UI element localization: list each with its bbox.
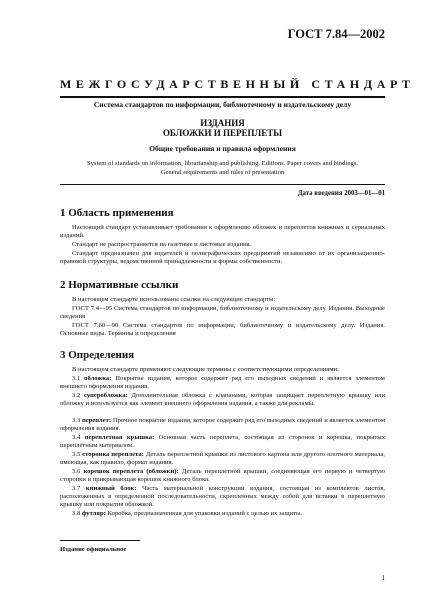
top-divider bbox=[60, 96, 385, 98]
definition-term: суперобложка: bbox=[83, 392, 128, 399]
definition-number: 3.2 bbox=[72, 392, 81, 399]
subtitle: Общие требования и правила оформления bbox=[149, 144, 296, 153]
section-1-paragraph-2: Стандарт не распространяется на газетные и листовые издания. bbox=[72, 241, 252, 248]
english-title-line-2: General requirements and rules of presentation bbox=[160, 169, 285, 176]
definition-text: Покрытие издания, которое содержит ряд его выходных сведений и является элементом внешнего оформления издания. bbox=[60, 375, 385, 391]
definition-item bbox=[60, 417, 385, 433]
section-2-paragraph-1: В настоящем стандарте использованы ссылки на следующие стандарты: bbox=[72, 296, 276, 303]
standard-number: ГОСТ 7.84—2002 bbox=[287, 27, 385, 41]
footer-divider bbox=[60, 540, 140, 541]
section-2-reference-1: ГОСТ 7.4—95 Система стандартов по информации, библиотечному и издательскому делу. Издания. Выходные сведения bbox=[60, 305, 385, 321]
definition-item bbox=[60, 392, 385, 408]
title-line-2: ОБЛОЖКИ И ПЕРЕПЛЕТЫ bbox=[162, 128, 283, 138]
definition-term: сторонка переплета: bbox=[82, 451, 144, 458]
definition-term: корешок переплета (обложки): bbox=[83, 468, 179, 475]
definition-term: футляр: bbox=[81, 510, 106, 517]
section-3-heading: 3 Определения bbox=[60, 349, 135, 361]
english-title-line-1: System of standards on information, librarianship and publishing. Editions. Paper covers and bindings. bbox=[86, 160, 359, 167]
definition-number: 3.7 bbox=[72, 485, 81, 492]
definition-text: Основная часть переплета, состоящая из сторонок и корешка, покрытых переплетным материалом. bbox=[60, 434, 385, 450]
standard-kind: МЕЖГОСУДАРСТВЕННЫЙ СТАНДАРТ bbox=[60, 77, 415, 91]
definition-term: переплет: bbox=[81, 417, 112, 424]
title-line-1: ИЗДАНИЯ bbox=[200, 118, 245, 128]
standards-system: Система стандартов по информации, библиотечному и издательскому делу bbox=[93, 100, 352, 109]
section-1-heading: 1 Область применения bbox=[60, 207, 174, 219]
definition-text: Прочное покрытие издания, которое содержит ряд его выходных сведений и является элементом оформления издания. bbox=[60, 417, 386, 433]
definition-item bbox=[60, 451, 385, 467]
section-3-intro: В настоящем стандарте применяют следующие термины с соответствующими определениями: bbox=[72, 366, 339, 373]
definition-number: 3.6 bbox=[72, 468, 81, 475]
definition-text: Деталь переплетной крышки, соединяющая его первую и четвертую сторонки и прикрывающая корешок книжного блока. bbox=[60, 468, 385, 484]
definition-number: 3.5 bbox=[72, 451, 81, 458]
definition-item bbox=[60, 434, 385, 450]
definition-number: 3.3 bbox=[72, 417, 81, 424]
definition-text: Коробка, предназначенная для упаковки изданий с целью их защиты. bbox=[107, 510, 303, 517]
page-number: 1 bbox=[381, 574, 385, 582]
introduction-date: Дата введения 2003—01—01 bbox=[297, 190, 385, 197]
section-1-paragraph-1: Настоящий стандарт устанавливает требования к оформлению обложек и переплетов книжных и сериальных изданий. bbox=[60, 224, 385, 240]
section-1-paragraph-3: Стандарт предназначен для издателей и полиграфических предприятий независимо от их организационно-правовой структуры, ведомственной принадлежности и формы собственности. bbox=[60, 250, 385, 266]
definition-text: Деталь переплетной крышки из листового картона или другого плотного материала, имеющая, как правило, формат издания. bbox=[60, 451, 386, 467]
section-2-reference-2: ГОСТ 7.60—90 Система стандартов по информации, библиотечному и издательскому делу. Издания. Основные виды. Термины и определения bbox=[60, 322, 385, 338]
definition-term: обложка: bbox=[84, 375, 112, 382]
definition-item bbox=[60, 468, 385, 484]
definition-term: переплетная крышка: bbox=[84, 434, 155, 441]
definition-number: 3.4 bbox=[72, 434, 81, 441]
definition-item bbox=[60, 485, 385, 509]
definition-number: 3.1 bbox=[72, 375, 81, 382]
definition-term: книжный блок: bbox=[85, 485, 137, 492]
official-edition-label: Издание официальное bbox=[60, 546, 127, 553]
definition-text: Часть материальной конструкции издания, состоящая из комплектов листов, расположенных в определенной последовательности, скрепленных между собой для вставки в переплетную крышку или покрытия обложкой. bbox=[60, 485, 385, 509]
section-2-heading: 2 Нормативные ссылки bbox=[60, 279, 179, 291]
definition-number: 3.8 bbox=[72, 510, 81, 517]
title-divider bbox=[60, 184, 385, 185]
definition-item bbox=[60, 510, 385, 518]
definition-text: Дополнительная обложка с клапанами, которая защищает переплетную крышку или обложку и используется как элемент внешнего оформления издания, а также для рекламы. bbox=[60, 392, 385, 408]
definition-item bbox=[60, 375, 385, 391]
